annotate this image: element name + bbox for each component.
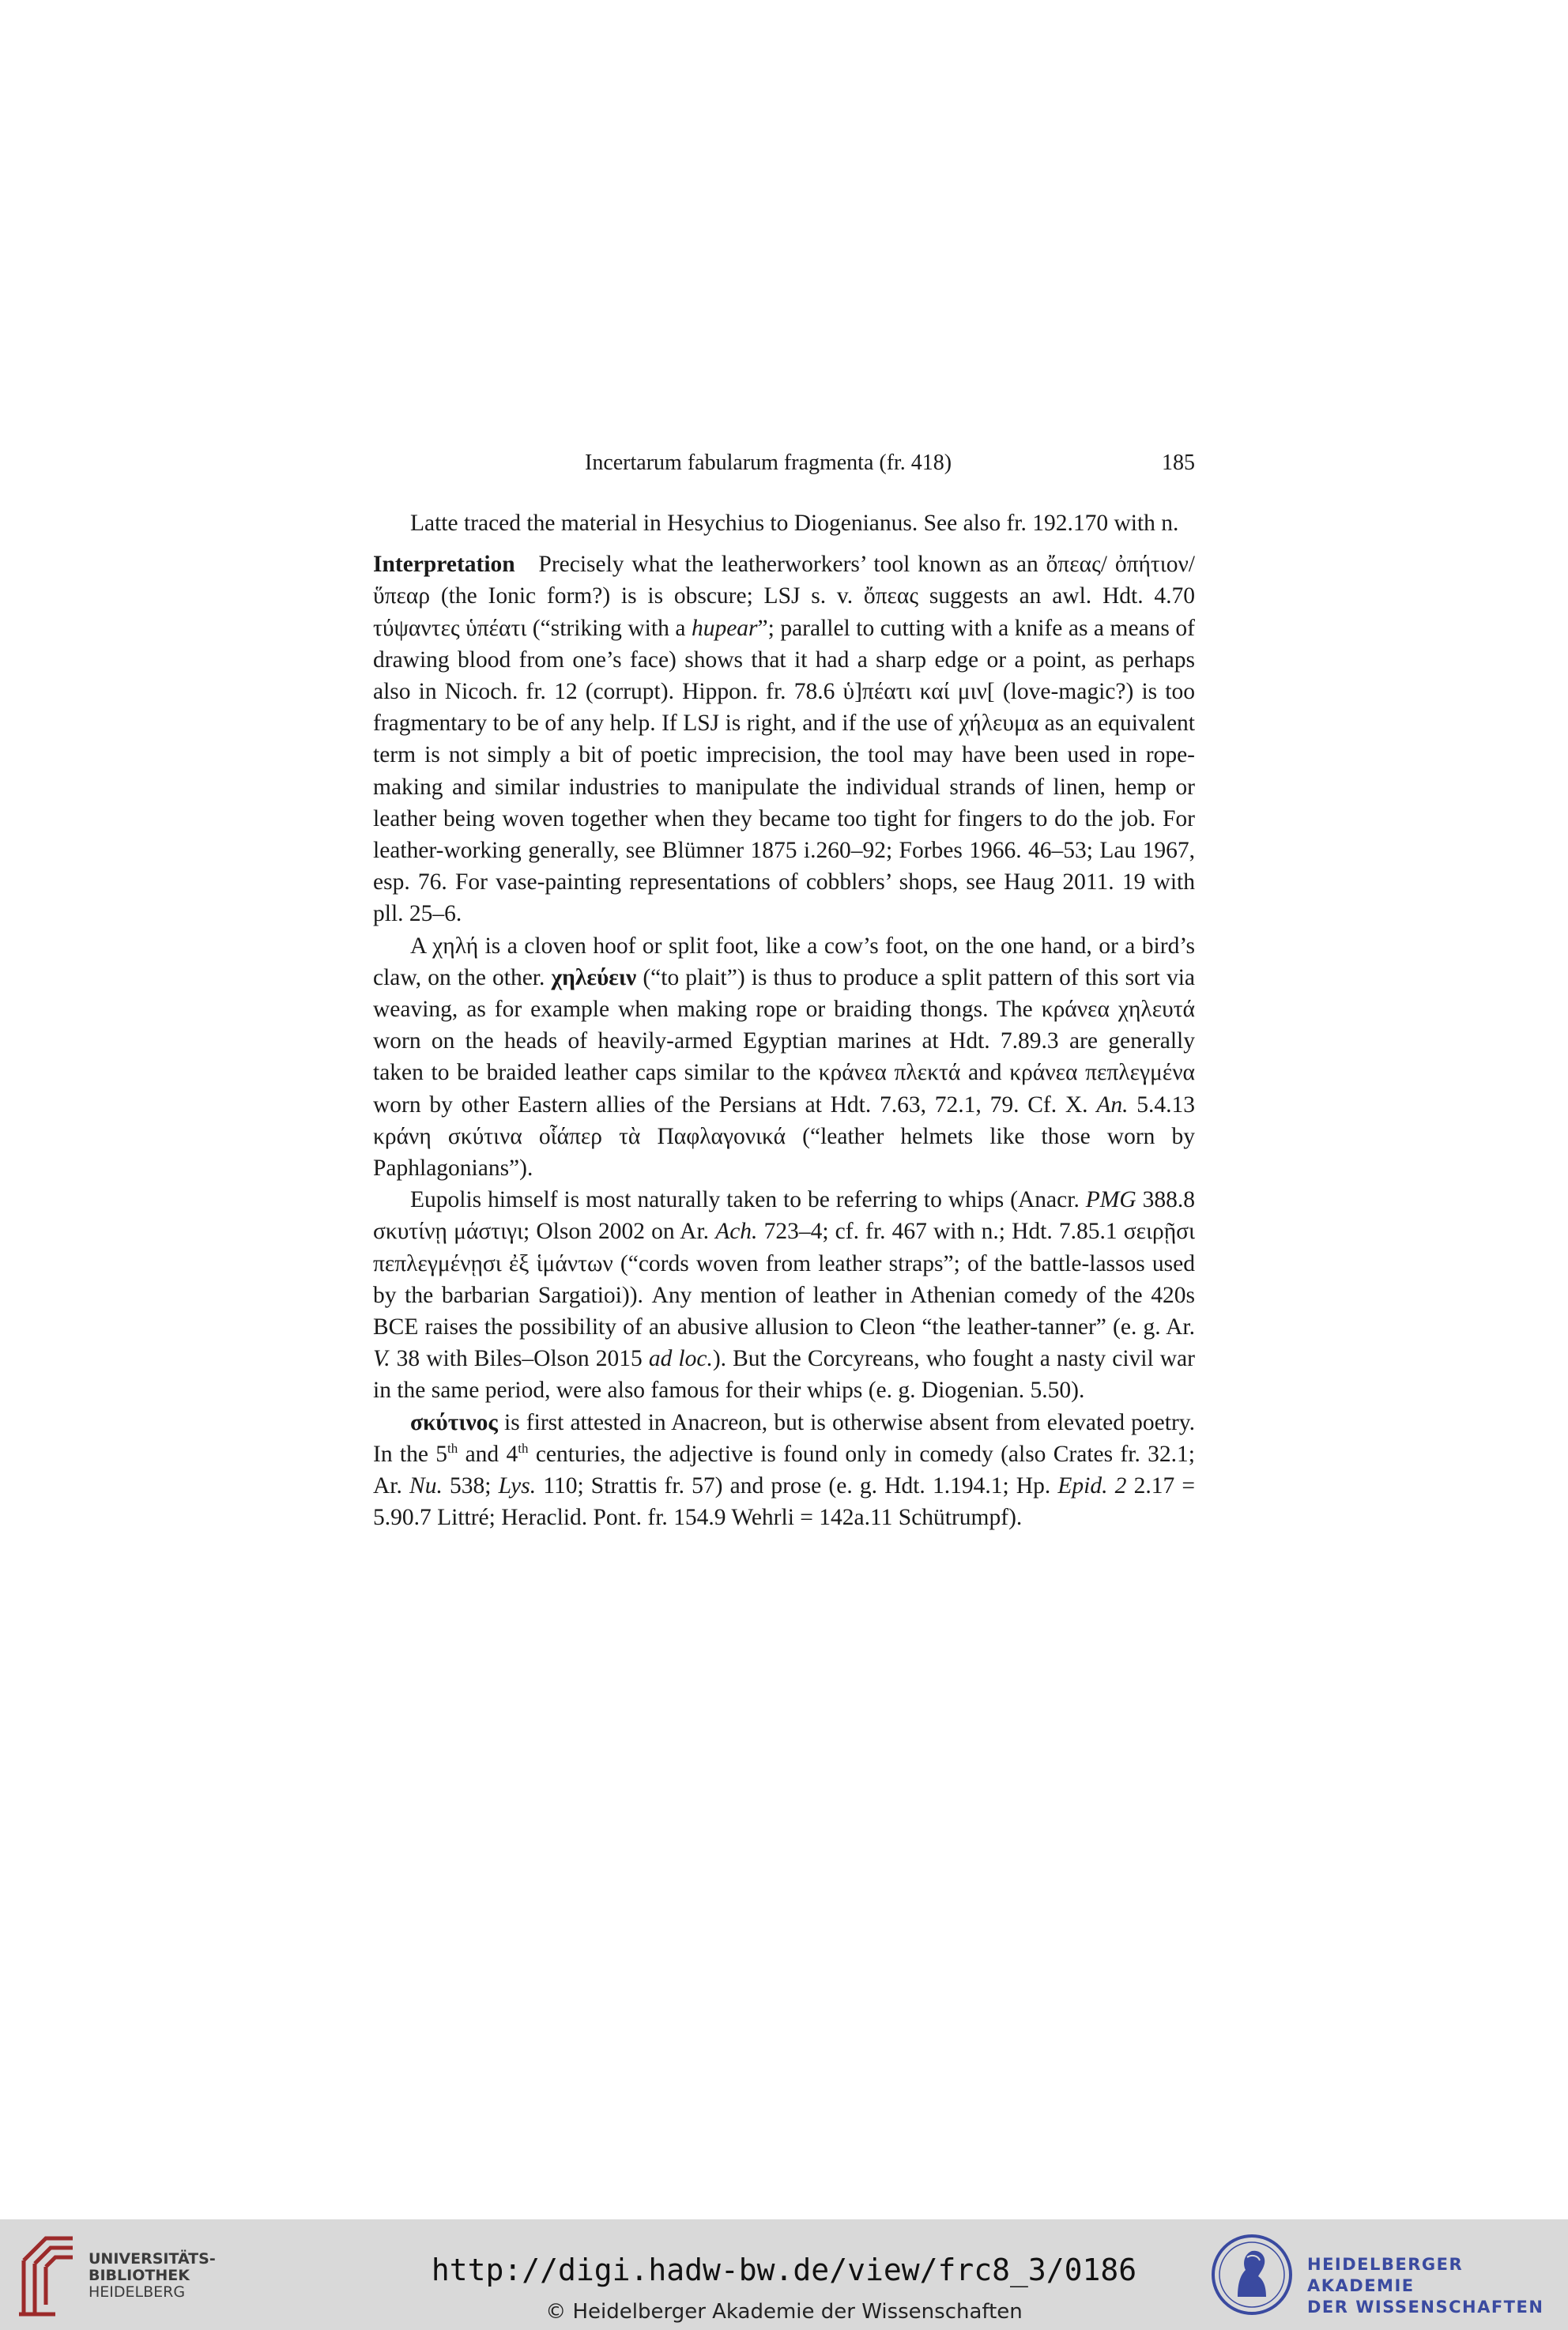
paragraph-skutinos — [373, 1407, 1195, 1534]
interp-text-c: ”; parallel to cutting with a knife as a means of drawing blood from one’s face) shows that it had a sharp edge or a point, as perhaps also in Nicoch. fr. 12 (corrupt). Hippon. fr. 78.6 ὑ]πέατι καί μιν[ (love-magic?) is too fragmentary to be of any help. If LSJ is right, and if the use of χήλευμα as an equivalent term is not simply a bit of poetic imprecision, the tool may have been used in rope-making and similar industries to manipulate the individual strands of linen, hemp or leather being woven together when they became too tight for fingers to do the job. For leather-working generally, see Blümner 1875 i.260–92; Forbes 1966. 46–53; Lau 1967, esp. 76. For vase-painting representations of cobblers’ shops, see Haug 2011. 19 with pll. 25–6. — [373, 615, 1195, 927]
p4-text-a: is first attested in Anacreon, but is otherwise absent from elevated poetry. In the 5 — [373, 1409, 1195, 1467]
ub-line-3: HEIDELBERG — [89, 2283, 186, 2301]
p4-text-e: 110; Strattis fr. 57) and prose (e. g. Hdt. 1.194.1; Hp. — [536, 1473, 1058, 1499]
hadw-line-2: DER WISSENSCHAFTEN — [1307, 2298, 1544, 2317]
p3-text-a: Eupolis himself is most naturally taken to be referring to whips (Anacr. — [410, 1187, 1086, 1213]
permalink-url[interactable]: http://digi.hadw-bw.de/view/frc8_3/0186 — [431, 2253, 1137, 2287]
p4-text-f: 2.17 = 5.90.7 Littré; Heraclid. Pont. fr. 154.9 Wehrli = 142a.11 Schütrumpf). — [373, 1473, 1196, 1531]
p4-sup-2: th — [518, 1441, 529, 1457]
p2-text-c: 5.4.13 κράνη σκύτινα οἷάπερ τὰ Παφλαγονικά (“leather helmets like those worn by Paphlagonians”). — [373, 1091, 1196, 1182]
p2-italic-an: An. — [1096, 1091, 1129, 1118]
p3-italic-adloc: ad loc. — [648, 1346, 713, 1372]
running-head-title: Incertarum fabularum fragmenta (fr. 418) — [585, 451, 952, 475]
page-number: 185 — [1162, 451, 1195, 475]
hadw-line-1: HEIDELBERGER AKADEMIE — [1307, 2255, 1464, 2295]
p4-text-d: 538; — [442, 1473, 499, 1499]
footer-bar — [0, 2219, 1568, 2330]
p2-text-a: A χηλή is a cloven hoof or split foot, like a cow’s foot, on the one hand, or a bird’s claw, on the other. — [373, 933, 1195, 990]
p4-italic-lys: Lys. — [498, 1473, 537, 1499]
p3-text-d: 38 with Biles–Olson 2015 — [390, 1346, 649, 1372]
p4-text-b: and 4 — [458, 1441, 518, 1467]
paragraph-chele — [373, 930, 1195, 1185]
p4-sup-1: th — [447, 1441, 458, 1457]
academy-seal-icon[interactable] — [1211, 2234, 1293, 2316]
paragraph-eupolis — [373, 1184, 1195, 1406]
paragraph-latte: Latte traced the material in Hesychius to Diogenianus. See also fr. 192.170 with n. — [410, 511, 1179, 536]
p3-italic-ach: Ach. — [715, 1219, 758, 1245]
p3-text-e: ). But the Corcyreans, who fought a nasty civil war in the same period, were also famous for their whips (e. g. Diogenian. 5.50). — [373, 1346, 1195, 1404]
running-head — [373, 447, 1195, 479]
paragraph-interpretation — [373, 549, 1195, 929]
ub-line-2: BIBLIOTHEK — [89, 2267, 190, 2284]
copyright-notice: © Heidelberger Akademie der Wissenschaften — [545, 2300, 1023, 2324]
p3-italic-v: V. — [373, 1346, 390, 1372]
p2-text-b: (“to plait”) is thus to produce a split pattern of this sort via weaving, as for example when making rope or braiding thongs. The κράνεα χηλευτά worn on the heads of heavily-armed Egyptian marines at Hdt. 7.89.3 are generally taken to be braided leather caps similar to the κράνεα πλεκτά and κράνεα πεπλεγμένα worn by other Eastern allies of the Persians at Hdt. 7.63, 72.1, 79. Cf. X. — [373, 964, 1195, 1118]
ub-line-1: UNIVERSITÄTS- — [89, 2250, 216, 2268]
p4-italic-nu: Nu. — [409, 1473, 443, 1499]
commentary-text — [373, 507, 1195, 1534]
lemma-skutinos: σκύτινος — [410, 1409, 498, 1435]
p3-italic-pmg: PMG — [1085, 1187, 1136, 1213]
p3-text-b: 388.8 σκυτίνῃ μάστιγι; Olson 2002 on Ar. — [373, 1187, 1195, 1245]
interp-text-a: Precisely what the leatherworkers’ tool known as an ὄπεας/ ὀπήτιον/ὕπεαρ (the Ionic form?) is is obscure; LSJ s. v. ὄπεας suggests an awl. Hdt. 4.70 τύψαντες ὑπέατι (“striking with a — [373, 552, 1195, 641]
section-label-interpretation: Interpretation — [373, 552, 515, 578]
p4-text-c: centuries, the adjective is found only in comedy (also Crates fr. 32.1; Ar. — [373, 1441, 1195, 1499]
p3-text-c: 723–4; cf. fr. 467 with n.; Hdt. 7.85.1 σειρῇσι πεπλεγμένῃσι ἐξ ἱμάντων (“cords woven from leather straps”; of the battle-lassos used by the barbarian Sargatioi)). Any mention of leather in Athenian comedy of the 420s BCE raises the possibility of an abusive allusion to Cleon “the leather-tanner” (e. g. Ar. — [373, 1219, 1195, 1340]
interp-italic-hupear: hupear — [691, 615, 758, 641]
academy-name — [1307, 2254, 1560, 2318]
p4-italic-epid: Epid. 2 — [1057, 1473, 1127, 1499]
lemma-cheleuein: χηλεύειν — [551, 964, 637, 990]
